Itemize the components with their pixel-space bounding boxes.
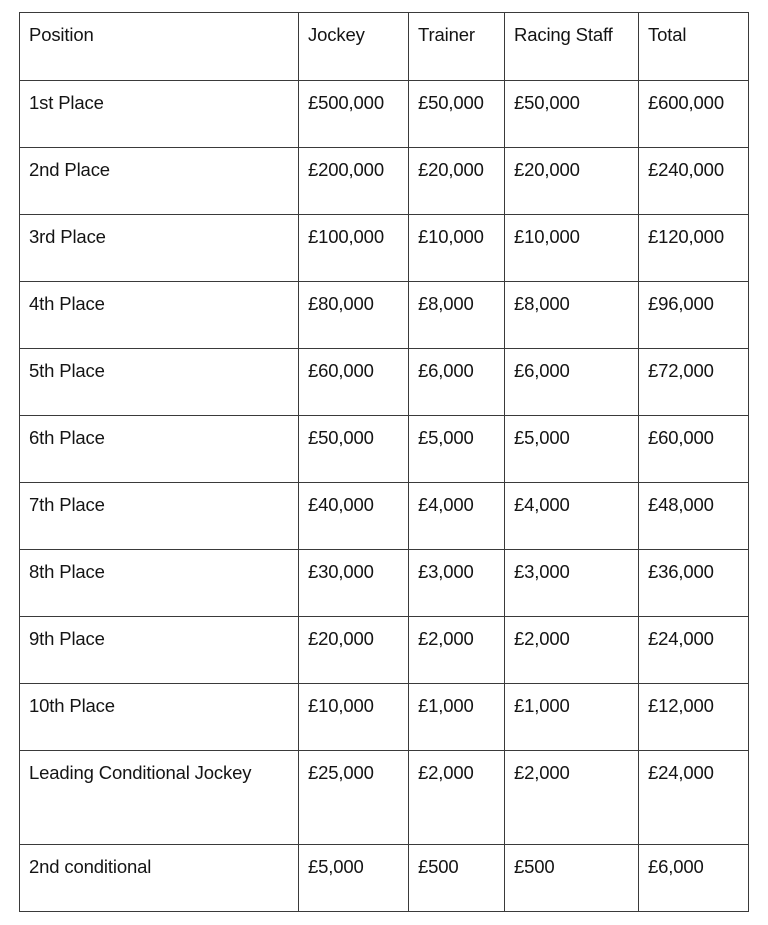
- cell-total: £6,000: [639, 845, 749, 912]
- cell-jockey: £200,000: [299, 148, 409, 215]
- table-row: [20, 617, 749, 684]
- table-row: [20, 483, 749, 550]
- cell-trainer: £20,000: [409, 148, 505, 215]
- cell-trainer: £1,000: [409, 684, 505, 751]
- cell-position: 8th Place: [20, 550, 299, 617]
- cell-racing_staff: £50,000: [505, 81, 639, 148]
- cell-total: £36,000: [639, 550, 749, 617]
- cell-trainer: £500: [409, 845, 505, 912]
- table-row: [20, 148, 749, 215]
- table-row: [20, 684, 749, 751]
- table-row: [20, 845, 749, 912]
- cell-jockey: £500,000: [299, 81, 409, 148]
- prize-money-table: [19, 12, 749, 912]
- cell-jockey: £5,000: [299, 845, 409, 912]
- cell-position: 3rd Place: [20, 215, 299, 282]
- cell-trainer: £5,000: [409, 416, 505, 483]
- cell-trainer: £2,000: [409, 617, 505, 684]
- cell-jockey: £80,000: [299, 282, 409, 349]
- cell-jockey: £25,000: [299, 751, 409, 845]
- cell-racing_staff: £8,000: [505, 282, 639, 349]
- table-row: [20, 550, 749, 617]
- cell-racing_staff: £10,000: [505, 215, 639, 282]
- column-header-jockey: Jockey: [299, 13, 409, 81]
- table-header-row: [20, 13, 749, 81]
- cell-total: £96,000: [639, 282, 749, 349]
- cell-trainer: £2,000: [409, 751, 505, 845]
- cell-total: £600,000: [639, 81, 749, 148]
- cell-racing_staff: £6,000: [505, 349, 639, 416]
- table-row: [20, 751, 749, 845]
- cell-position: 5th Place: [20, 349, 299, 416]
- cell-position: 2nd conditional: [20, 845, 299, 912]
- table-row: [20, 81, 749, 148]
- cell-jockey: £20,000: [299, 617, 409, 684]
- column-header-trainer: Trainer: [409, 13, 505, 81]
- column-header-racing-staff: Racing Staff: [505, 13, 639, 81]
- prize-money-table-container: [19, 12, 748, 912]
- cell-jockey: £100,000: [299, 215, 409, 282]
- column-header-total: Total: [639, 13, 749, 81]
- cell-jockey: £40,000: [299, 483, 409, 550]
- cell-jockey: £60,000: [299, 349, 409, 416]
- cell-trainer: £4,000: [409, 483, 505, 550]
- cell-racing_staff: £20,000: [505, 148, 639, 215]
- cell-racing_staff: £5,000: [505, 416, 639, 483]
- cell-position: 6th Place: [20, 416, 299, 483]
- cell-total: £72,000: [639, 349, 749, 416]
- cell-total: £48,000: [639, 483, 749, 550]
- cell-position: 9th Place: [20, 617, 299, 684]
- table-body: [20, 81, 749, 912]
- cell-trainer: £10,000: [409, 215, 505, 282]
- cell-trainer: £50,000: [409, 81, 505, 148]
- cell-position: 4th Place: [20, 282, 299, 349]
- table-row: [20, 282, 749, 349]
- column-header-position: Position: [20, 13, 299, 81]
- cell-racing_staff: £3,000: [505, 550, 639, 617]
- table-row: [20, 215, 749, 282]
- cell-jockey: £50,000: [299, 416, 409, 483]
- cell-trainer: £3,000: [409, 550, 505, 617]
- table-row: [20, 416, 749, 483]
- cell-racing_staff: £500: [505, 845, 639, 912]
- cell-total: £24,000: [639, 751, 749, 845]
- cell-racing_staff: £2,000: [505, 751, 639, 845]
- cell-position: 2nd Place: [20, 148, 299, 215]
- cell-position: 10th Place: [20, 684, 299, 751]
- cell-total: £120,000: [639, 215, 749, 282]
- cell-total: £240,000: [639, 148, 749, 215]
- cell-position: 1st Place: [20, 81, 299, 148]
- table-header: [20, 13, 749, 81]
- cell-trainer: £6,000: [409, 349, 505, 416]
- cell-racing_staff: £2,000: [505, 617, 639, 684]
- cell-jockey: £30,000: [299, 550, 409, 617]
- cell-racing_staff: £4,000: [505, 483, 639, 550]
- cell-total: £60,000: [639, 416, 749, 483]
- cell-racing_staff: £1,000: [505, 684, 639, 751]
- cell-jockey: £10,000: [299, 684, 409, 751]
- cell-total: £12,000: [639, 684, 749, 751]
- cell-trainer: £8,000: [409, 282, 505, 349]
- cell-position: 7th Place: [20, 483, 299, 550]
- cell-total: £24,000: [639, 617, 749, 684]
- table-row: [20, 349, 749, 416]
- cell-position: Leading Conditional Jockey: [20, 751, 299, 845]
